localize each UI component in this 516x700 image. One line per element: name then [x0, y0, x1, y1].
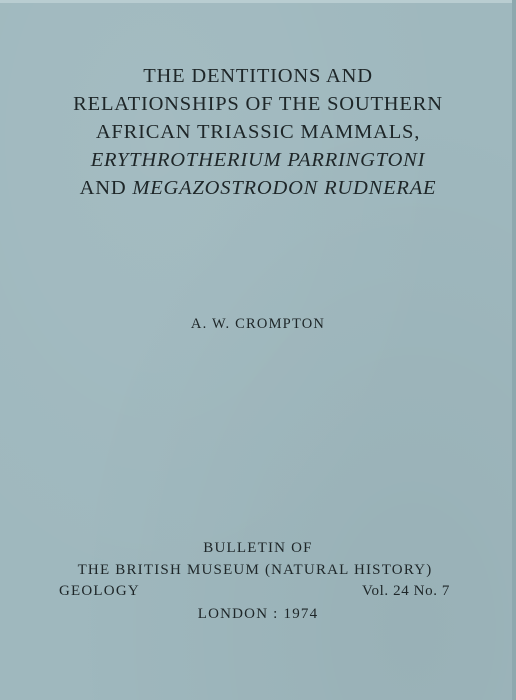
section-name: GEOLOGY — [59, 583, 140, 599]
title-line-5-prefix: AND — [79, 177, 133, 199]
title-line-5-species: MEGAZOSTRODON RUDNERAE — [132, 177, 437, 199]
cover-title — [0, 62, 516, 202]
institution-name: THE BRITISH MUSEUM (NATURAL HISTORY) — [77, 562, 433, 578]
title-line-4: ERYTHROTHERIUM PARRINGTONI — [90, 149, 426, 171]
title-line-2: RELATIONSHIPS OF THE SOUTHERN — [73, 93, 443, 115]
cover-top-edge — [0, 0, 516, 3]
author-name: A. W. CROMPTON — [190, 316, 326, 332]
title-line-3: AFRICAN TRIASSIC MAMMALS, — [95, 121, 421, 143]
place-date: LONDON : 1974 — [197, 606, 319, 622]
volume-number: Vol. 24 No. 7 — [362, 583, 450, 599]
title-line-1: THE DENTITIONS AND — [143, 65, 373, 87]
bulletin-series: BULLETIN OF — [203, 540, 313, 556]
title-line-5 — [0, 174, 516, 202]
